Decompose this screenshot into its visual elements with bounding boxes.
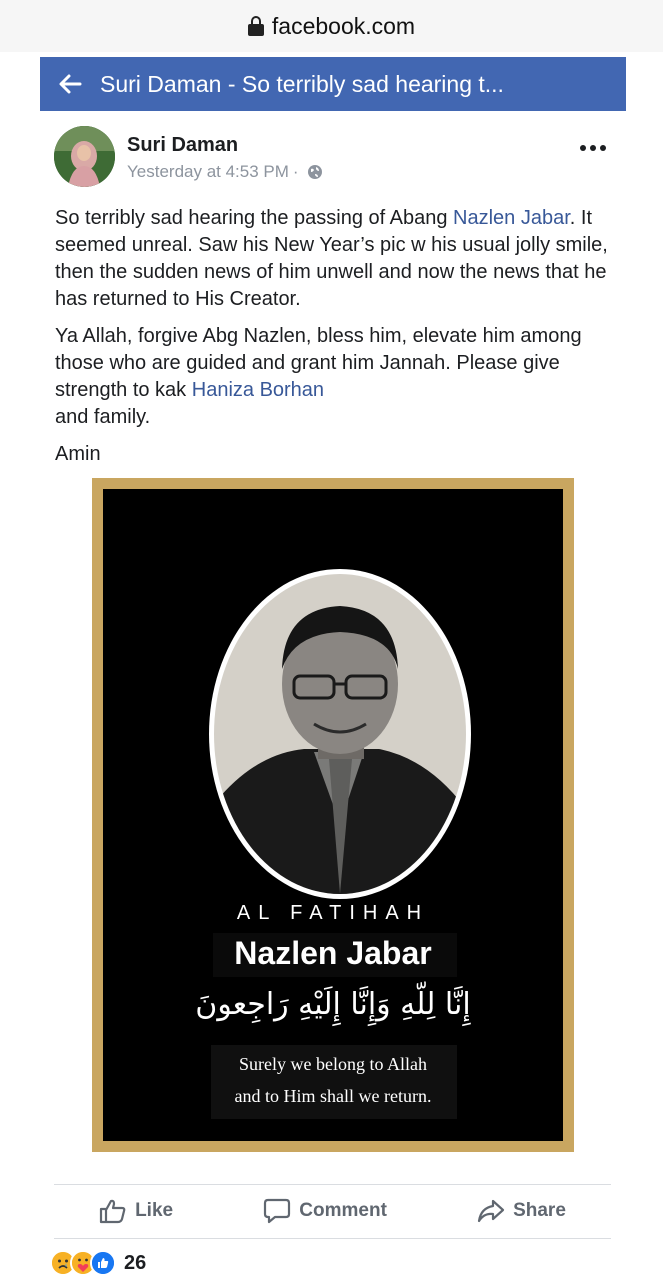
- share-icon: [477, 1198, 505, 1224]
- comment-label: Comment: [299, 1200, 387, 1221]
- lock-icon: [248, 16, 264, 36]
- paragraph-3: Amin: [55, 443, 101, 465]
- avatar[interactable]: [54, 126, 115, 187]
- memorial-image-inner: [103, 489, 563, 1141]
- tag-link-nazlen-jabar[interactable]: Nazlen Jabar: [453, 207, 570, 229]
- post-text: [55, 205, 620, 478]
- header-title: Suri Daman - So terribly sad hearing t...: [100, 70, 504, 97]
- share-label: Share: [513, 1200, 566, 1221]
- like-label: Like: [135, 1200, 174, 1221]
- top-header: [40, 57, 626, 111]
- post-timestamp[interactable]: Yesterday at 4:53 PM: [127, 162, 289, 181]
- portrait-photo: [214, 574, 466, 894]
- like-button[interactable]: [99, 1198, 173, 1224]
- meta-separator: ·: [292, 162, 299, 181]
- comment-icon: [263, 1197, 291, 1225]
- memorial-image[interactable]: [92, 478, 574, 1152]
- comment-button[interactable]: [263, 1197, 387, 1225]
- paragraph-2: Ya Allah, forgive Abg Nazlen, bless him, elevate him among those who are guided and grant him Jannah. Please give strength to kak Haniza Borhan and family.: [55, 325, 582, 428]
- back-button[interactable]: [40, 57, 100, 111]
- portrait-frame: [209, 569, 471, 899]
- poster-name: Nazlen Jabar: [234, 935, 432, 971]
- translation-line-2: and to Him shall we return.: [234, 1086, 432, 1106]
- thumbs-up-icon: [99, 1198, 127, 1224]
- url-text: facebook.com: [271, 12, 416, 39]
- action-divider-bottom: [54, 1238, 611, 1239]
- more-options-button[interactable]: [580, 138, 606, 158]
- like-reaction-icon: [90, 1250, 116, 1276]
- poster-heading: AL FATIHAH: [236, 902, 430, 924]
- back-arrow-icon: [58, 73, 82, 95]
- reaction-count: 26: [124, 1251, 147, 1274]
- author-name[interactable]: Suri Daman: [127, 134, 239, 156]
- browser-url-bar[interactable]: [0, 0, 663, 52]
- reactions-summary[interactable]: [50, 1250, 146, 1276]
- share-button[interactable]: [477, 1198, 566, 1224]
- arabic-verse: إِنَّا لِلّهِ وَإِنَّا إِلَيْهِ رَاجِعونَ: [195, 987, 471, 1022]
- paragraph-1: So terribly sad hearing the passing of Abang Nazlen Jabar. It seemed unreal. Saw his New Year’s pic w his usual jolly smile, then the sudden news of him unwell and now the news that he has returned to His Creator.: [55, 207, 608, 310]
- post-meta: [127, 162, 323, 182]
- post-header: [54, 126, 614, 190]
- tag-link-haniza-borhan[interactable]: Haniza Borhan: [191, 379, 325, 401]
- globe-icon: [307, 164, 323, 180]
- translation-line-1: Surely we belong to Allah: [239, 1054, 427, 1074]
- post-actions: [54, 1185, 611, 1237]
